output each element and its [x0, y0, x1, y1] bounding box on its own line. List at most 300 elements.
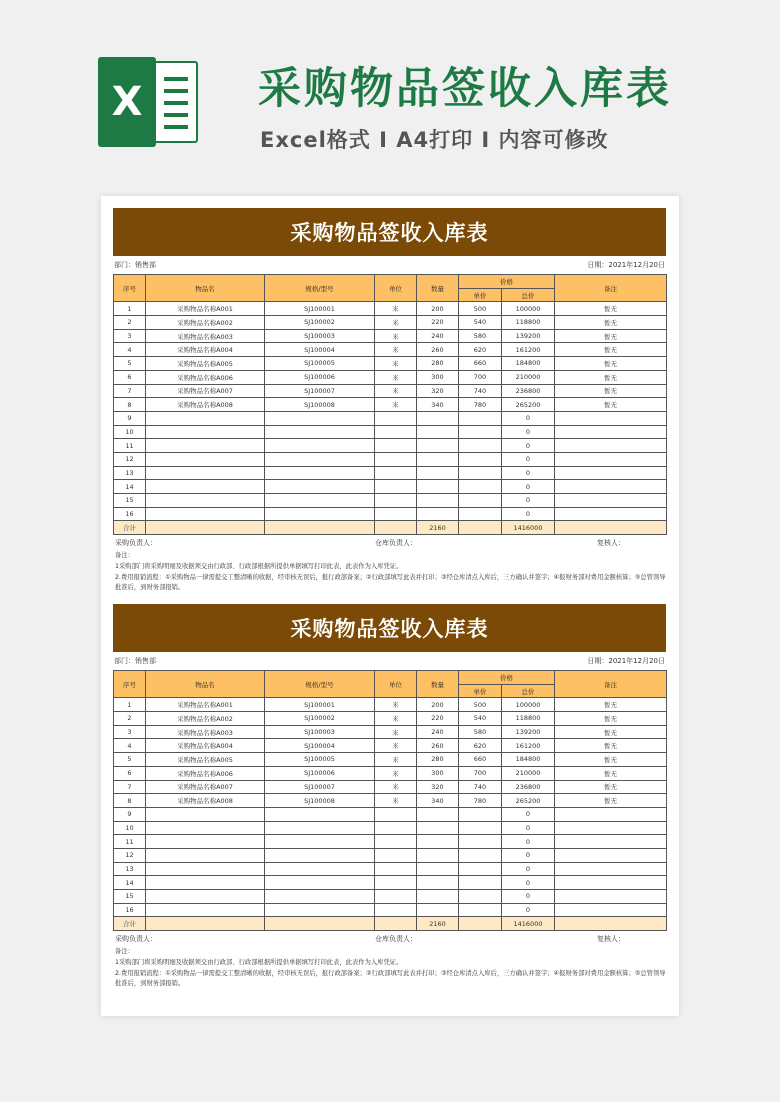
cell-spec [265, 890, 375, 904]
buyer-signature-label: 采购负责人： [115, 539, 157, 548]
cell-unit [375, 425, 417, 439]
table-row [114, 794, 667, 808]
table-row [114, 343, 667, 357]
cell-no: 10 [114, 821, 146, 835]
cell-spec [265, 507, 375, 521]
table-row [114, 753, 667, 767]
cell-unit-price [459, 821, 502, 835]
cell-unit-price: 700 [459, 766, 502, 780]
cell-remark [555, 848, 667, 862]
table-row [114, 439, 667, 453]
cell-spec [265, 876, 375, 890]
cell-total: 0 [502, 480, 555, 494]
cell-no: 15 [114, 494, 146, 508]
cell-qty [417, 411, 459, 425]
cell-unit: 米 [375, 384, 417, 398]
cell-unit-price: 620 [459, 739, 502, 753]
cell-remark [555, 821, 667, 835]
cell-remark: 暂无 [555, 794, 667, 808]
cell-spec: SJ100006 [265, 370, 375, 384]
cell-name: 采购物品名称A001 [146, 698, 265, 712]
promo-subtitle: Excel格式 I A4打印 I 内容可修改 [260, 128, 609, 152]
cell-spec [265, 494, 375, 508]
document-paper [101, 196, 679, 1016]
header-remark: 备注 [555, 671, 667, 698]
cell-unit-price [459, 507, 502, 521]
total-qty: 2160 [417, 521, 459, 535]
cell-total: 184800 [502, 753, 555, 767]
cell-name: 采购物品名称A006 [146, 370, 265, 384]
table-row [114, 780, 667, 794]
cell-name: 采购物品名称A003 [146, 725, 265, 739]
cell-qty: 280 [417, 753, 459, 767]
cell-total: 0 [502, 494, 555, 508]
cell-remark [555, 466, 667, 480]
receipt-table [113, 274, 667, 535]
cell-remark [555, 411, 667, 425]
cell-remark [555, 480, 667, 494]
sheet-title: 采购物品签收入库表 [113, 604, 666, 652]
cell-unit [375, 507, 417, 521]
cell-remark [555, 439, 667, 453]
cell-total: 265200 [502, 794, 555, 808]
cell-unit [375, 466, 417, 480]
cell-unit [375, 452, 417, 466]
table-row [114, 903, 667, 917]
promo-header [0, 0, 780, 190]
cell-remark [555, 876, 667, 890]
cell-qty: 340 [417, 398, 459, 412]
cell-remark: 暂无 [555, 316, 667, 330]
cell-name [146, 835, 265, 849]
header-name: 物品名 [146, 275, 265, 302]
cell-unit [375, 821, 417, 835]
cell-spec [265, 466, 375, 480]
cell-remark: 暂无 [555, 698, 667, 712]
cell-qty [417, 466, 459, 480]
cell-spec: SJ100005 [265, 753, 375, 767]
cell-no: 6 [114, 766, 146, 780]
reviewer-signature-label: 复核人： [597, 539, 625, 548]
cell-total: 0 [502, 807, 555, 821]
cell-remark: 暂无 [555, 780, 667, 794]
notes-heading: 备注： [115, 948, 134, 956]
cell-spec: SJ100004 [265, 343, 375, 357]
cell-spec [265, 848, 375, 862]
cell-unit: 米 [375, 316, 417, 330]
table-row [114, 357, 667, 371]
cell-name [146, 480, 265, 494]
cell-spec: SJ100003 [265, 329, 375, 343]
cell-spec: SJ100004 [265, 739, 375, 753]
cell-name: 采购物品名称A007 [146, 384, 265, 398]
cell-unit: 米 [375, 794, 417, 808]
cell-total: 0 [502, 452, 555, 466]
cell-unit-price: 740 [459, 780, 502, 794]
cell-name [146, 425, 265, 439]
cell-name [146, 439, 265, 453]
cell-unit: 米 [375, 343, 417, 357]
table-row [114, 425, 667, 439]
cell-no: 15 [114, 890, 146, 904]
cell-qty: 260 [417, 739, 459, 753]
cell-total: 0 [502, 876, 555, 890]
cell-no: 3 [114, 725, 146, 739]
note-item: 1采购部门将采购明细及收据须交由行政部、行政部根据所提供单据填写打印此表，此表作为入库凭证。 [115, 959, 403, 967]
cell-qty: 260 [417, 343, 459, 357]
cell-qty [417, 862, 459, 876]
cell-total: 118800 [502, 712, 555, 726]
cell-no: 3 [114, 329, 146, 343]
cell-qty: 280 [417, 357, 459, 371]
cell-spec: SJ100008 [265, 398, 375, 412]
cell-total: 0 [502, 425, 555, 439]
cell-unit-price [459, 807, 502, 821]
total-row [114, 917, 667, 931]
cell-remark [555, 507, 667, 521]
cell-unit [375, 835, 417, 849]
cell-qty: 320 [417, 780, 459, 794]
header-total: 总价 [502, 684, 555, 698]
cell-no: 12 [114, 452, 146, 466]
cell-total: 100000 [502, 698, 555, 712]
cell-qty: 200 [417, 698, 459, 712]
cell-name [146, 807, 265, 821]
cell-unit [375, 480, 417, 494]
cell-remark [555, 494, 667, 508]
total-qty: 2160 [417, 917, 459, 931]
cell-unit: 米 [375, 780, 417, 794]
table-body [114, 302, 667, 521]
cell-name: 采购物品名称A005 [146, 357, 265, 371]
cell-no: 8 [114, 398, 146, 412]
header-price-group: 价格 [459, 671, 555, 685]
cell-spec: SJ100003 [265, 725, 375, 739]
cell-total: 0 [502, 862, 555, 876]
cell-total: 0 [502, 466, 555, 480]
cell-name [146, 507, 265, 521]
table-row [114, 698, 667, 712]
cell-unit-price [459, 466, 502, 480]
cell-qty: 220 [417, 316, 459, 330]
cell-spec [265, 452, 375, 466]
table-row [114, 480, 667, 494]
buyer-signature-label: 采购负责人： [115, 935, 157, 944]
cell-name: 采购物品名称A005 [146, 753, 265, 767]
cell-unit-price: 660 [459, 753, 502, 767]
cell-unit-price [459, 439, 502, 453]
table-row [114, 316, 667, 330]
table-row [114, 494, 667, 508]
cell-total: 0 [502, 903, 555, 917]
cell-unit: 米 [375, 398, 417, 412]
date-label: 日期：2021年12月20日 [587, 261, 665, 269]
table-row [114, 807, 667, 821]
cell-unit-price [459, 890, 502, 904]
cell-spec [265, 425, 375, 439]
cell-no: 14 [114, 480, 146, 494]
cell-spec [265, 411, 375, 425]
cell-unit-price: 780 [459, 794, 502, 808]
cell-unit [375, 439, 417, 453]
cell-no: 2 [114, 712, 146, 726]
cell-unit-price: 620 [459, 343, 502, 357]
cell-total: 0 [502, 821, 555, 835]
cell-total: 210000 [502, 766, 555, 780]
cell-qty: 320 [417, 384, 459, 398]
cell-unit-price: 660 [459, 357, 502, 371]
cell-no: 11 [114, 835, 146, 849]
cell-remark [555, 890, 667, 904]
cell-remark: 暂无 [555, 343, 667, 357]
sheet-title: 采购物品签收入库表 [113, 208, 666, 256]
cell-spec [265, 862, 375, 876]
department-label: 部门：销售部 [114, 657, 156, 665]
cell-name [146, 848, 265, 862]
header-no: 序号 [114, 275, 146, 302]
cell-remark: 暂无 [555, 357, 667, 371]
header-price-group: 价格 [459, 275, 555, 289]
table-row [114, 739, 667, 753]
cell-unit-price: 700 [459, 370, 502, 384]
cell-no: 14 [114, 876, 146, 890]
cell-no: 7 [114, 780, 146, 794]
date-label: 日期：2021年12月20日 [587, 657, 665, 665]
header-qty: 数量 [417, 275, 459, 302]
total-label: 合计 [114, 521, 146, 535]
cell-no: 7 [114, 384, 146, 398]
cell-total: 100000 [502, 302, 555, 316]
cell-no: 5 [114, 357, 146, 371]
cell-unit-price [459, 452, 502, 466]
cell-total: 0 [502, 890, 555, 904]
cell-qty: 240 [417, 329, 459, 343]
total-label: 合计 [114, 917, 146, 931]
cell-total: 161200 [502, 739, 555, 753]
cell-remark: 暂无 [555, 329, 667, 343]
cell-qty [417, 425, 459, 439]
cell-qty [417, 835, 459, 849]
table-row [114, 507, 667, 521]
cell-unit-price [459, 903, 502, 917]
header-unit-price: 单价 [459, 684, 502, 698]
cell-unit-price [459, 411, 502, 425]
cell-unit: 米 [375, 357, 417, 371]
cell-name: 采购物品名称A002 [146, 316, 265, 330]
cell-total: 236800 [502, 780, 555, 794]
cell-no: 1 [114, 302, 146, 316]
cell-remark: 暂无 [555, 725, 667, 739]
cell-qty [417, 903, 459, 917]
cell-total: 0 [502, 507, 555, 521]
cell-unit: 米 [375, 302, 417, 316]
reviewer-signature-label: 复核人： [597, 935, 625, 944]
cell-total: 139200 [502, 329, 555, 343]
cell-qty [417, 494, 459, 508]
cell-remark: 暂无 [555, 753, 667, 767]
warehouse-signature-label: 仓库负责人： [375, 539, 417, 548]
cell-remark: 暂无 [555, 398, 667, 412]
table-row [114, 848, 667, 862]
cell-total: 0 [502, 848, 555, 862]
cell-unit-price [459, 876, 502, 890]
cell-total: 0 [502, 835, 555, 849]
cell-unit [375, 876, 417, 890]
cell-spec: SJ100008 [265, 794, 375, 808]
cell-name [146, 452, 265, 466]
cell-qty [417, 890, 459, 904]
cell-no: 6 [114, 370, 146, 384]
cell-unit-price: 580 [459, 725, 502, 739]
cell-no: 13 [114, 862, 146, 876]
cell-remark: 暂无 [555, 384, 667, 398]
cell-unit [375, 862, 417, 876]
table-row [114, 466, 667, 480]
cell-qty: 300 [417, 766, 459, 780]
cell-total: 210000 [502, 370, 555, 384]
cell-remark: 暂无 [555, 739, 667, 753]
cell-unit-price: 540 [459, 316, 502, 330]
sheet-info [113, 256, 666, 274]
cell-unit: 米 [375, 329, 417, 343]
cell-spec [265, 903, 375, 917]
cell-no: 9 [114, 411, 146, 425]
note-item: 1采购部门将采购明细及收据须交由行政部、行政部根据所提供单据填写打印此表，此表作为入库凭证。 [115, 563, 403, 571]
table-row [114, 876, 667, 890]
table-row [114, 452, 667, 466]
table-row [114, 398, 667, 412]
cell-no: 11 [114, 439, 146, 453]
cell-spec [265, 807, 375, 821]
cell-remark [555, 807, 667, 821]
table-row [114, 370, 667, 384]
cell-qty [417, 452, 459, 466]
header-name: 物品名 [146, 671, 265, 698]
cell-no: 5 [114, 753, 146, 767]
cell-no: 10 [114, 425, 146, 439]
cell-spec: SJ100006 [265, 766, 375, 780]
cell-name: 采购物品名称A008 [146, 794, 265, 808]
cell-name: 采购物品名称A003 [146, 329, 265, 343]
excel-logo-letter: X [98, 57, 156, 147]
sheet-1 [113, 208, 666, 594]
cell-unit-price: 500 [459, 302, 502, 316]
signature-row [113, 535, 666, 551]
cell-name: 采购物品名称A008 [146, 398, 265, 412]
cell-spec: SJ100007 [265, 384, 375, 398]
cell-no: 4 [114, 739, 146, 753]
cell-name: 采购物品名称A007 [146, 780, 265, 794]
signature-row [113, 931, 666, 947]
cell-spec: SJ100002 [265, 712, 375, 726]
header-spec: 规格/型号 [265, 671, 375, 698]
cell-name: 采购物品名称A001 [146, 302, 265, 316]
cell-unit: 米 [375, 753, 417, 767]
table-row [114, 712, 667, 726]
table-row [114, 302, 667, 316]
cell-name [146, 862, 265, 876]
cell-remark [555, 835, 667, 849]
cell-spec: SJ100005 [265, 357, 375, 371]
cell-qty [417, 480, 459, 494]
cell-no: 9 [114, 807, 146, 821]
cell-total: 118800 [502, 316, 555, 330]
cell-qty [417, 507, 459, 521]
note-item: 2.费用报销流程：①采购物品一律需提交工整清晰的收据，经审核无误后，报行政部备案；②行政部填写此表并打印；③经仓库清点入库后，三方确认并签字；④报财务部对费用金额核算；⑤总管领导批准后，到财务部报销。 [115, 970, 666, 987]
header-no: 序号 [114, 671, 146, 698]
table-row [114, 835, 667, 849]
table-body [114, 698, 667, 917]
cell-no: 4 [114, 343, 146, 357]
cell-total: 161200 [502, 343, 555, 357]
cell-spec [265, 480, 375, 494]
cell-unit-price [459, 835, 502, 849]
table-row [114, 821, 667, 835]
cell-total: 265200 [502, 398, 555, 412]
cell-no: 1 [114, 698, 146, 712]
notes [113, 947, 666, 988]
cell-spec: SJ100002 [265, 316, 375, 330]
cell-no: 13 [114, 466, 146, 480]
cell-remark [555, 903, 667, 917]
cell-total: 139200 [502, 725, 555, 739]
cell-name [146, 890, 265, 904]
cell-no: 8 [114, 794, 146, 808]
table-row [114, 411, 667, 425]
notes-heading: 备注： [115, 552, 134, 560]
cell-spec: SJ100001 [265, 698, 375, 712]
cell-name [146, 876, 265, 890]
table-row [114, 725, 667, 739]
cell-qty [417, 807, 459, 821]
cell-remark [555, 425, 667, 439]
cell-total: 236800 [502, 384, 555, 398]
cell-total: 0 [502, 439, 555, 453]
cell-unit: 米 [375, 370, 417, 384]
total-row [114, 521, 667, 535]
cell-qty [417, 439, 459, 453]
sheet-2 [113, 604, 666, 990]
cell-total: 0 [502, 411, 555, 425]
cell-name: 采购物品名称A006 [146, 766, 265, 780]
table-row [114, 384, 667, 398]
excel-icon [98, 57, 198, 147]
cell-unit-price: 780 [459, 398, 502, 412]
cell-unit-price [459, 425, 502, 439]
cell-total: 184800 [502, 357, 555, 371]
cell-unit: 米 [375, 739, 417, 753]
cell-name: 采购物品名称A002 [146, 712, 265, 726]
cell-name: 采购物品名称A004 [146, 343, 265, 357]
cell-unit-price [459, 848, 502, 862]
cell-no: 16 [114, 903, 146, 917]
cell-spec [265, 835, 375, 849]
cell-name [146, 411, 265, 425]
cell-unit [375, 411, 417, 425]
cell-spec [265, 821, 375, 835]
cell-qty [417, 848, 459, 862]
promo-title: 采购物品签收入库表 [258, 64, 672, 114]
cell-unit [375, 903, 417, 917]
cell-no: 12 [114, 848, 146, 862]
cell-qty: 240 [417, 725, 459, 739]
cell-name [146, 821, 265, 835]
cell-unit [375, 807, 417, 821]
header-total: 总价 [502, 288, 555, 302]
table-row [114, 890, 667, 904]
cell-spec [265, 439, 375, 453]
cell-unit-price: 540 [459, 712, 502, 726]
